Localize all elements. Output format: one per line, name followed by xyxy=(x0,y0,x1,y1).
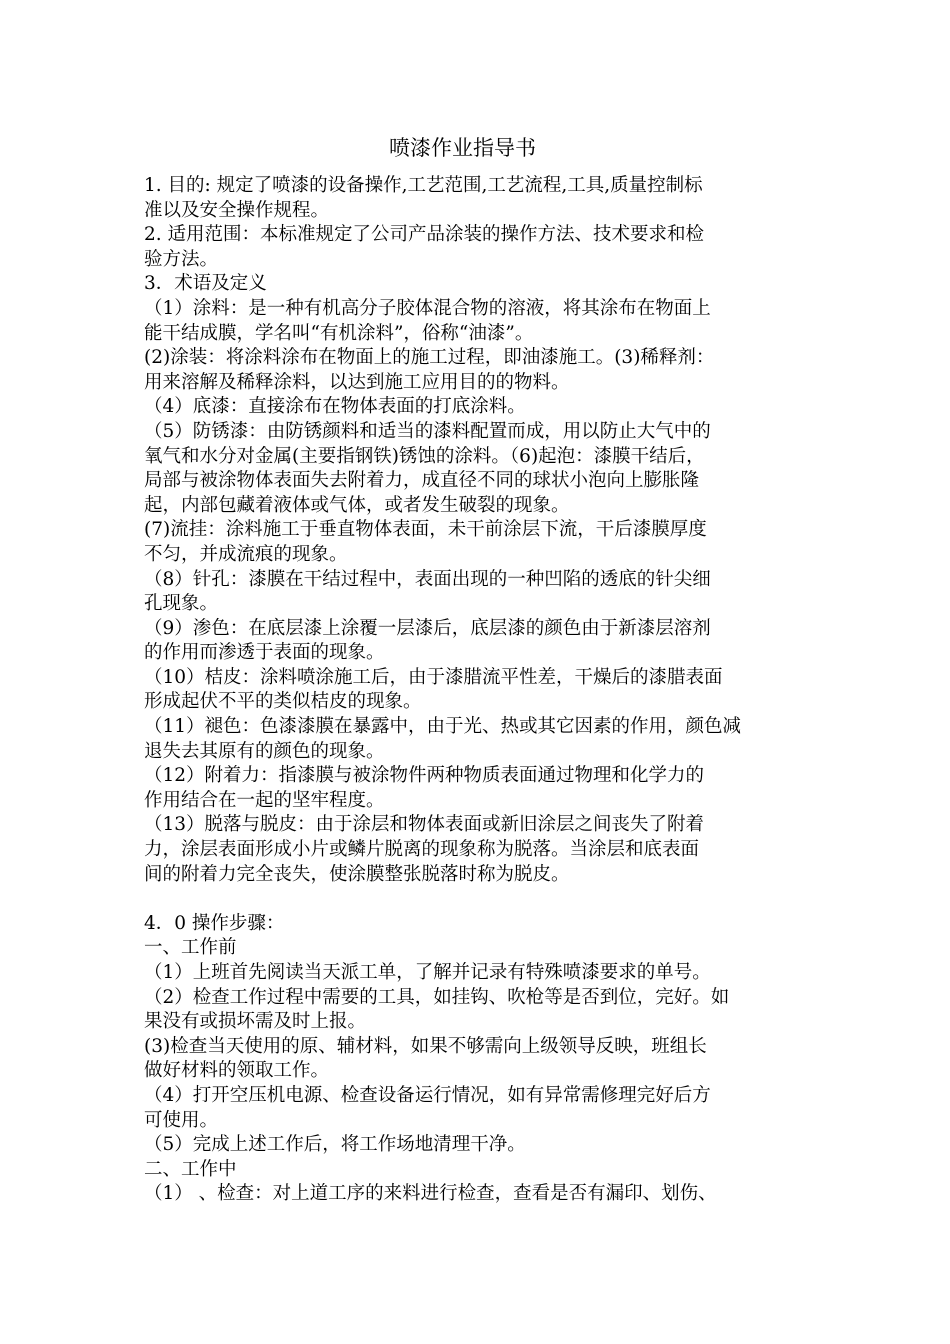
document-title: 喷漆作业指导书 xyxy=(389,136,536,160)
text-line: 的作用而渗透于表面的现象。 xyxy=(144,642,385,664)
text-line: 局部与被涂物体表面失去附着力，成直径不同的球状小泡向上膨胀隆 xyxy=(144,470,700,492)
text-line: 起，内部包藏着液体或气体，或者发生破裂的现象。 xyxy=(144,494,570,516)
blank-line xyxy=(144,887,824,912)
text-line: （1） 、检查：对上道工序的来料进行检查，查看是否有漏印、划伤、 xyxy=(144,1183,717,1205)
text-line: （9）渗色：在底层漆上涂覆一层漆后，底层漆的颜色由于新漆层溶剂 xyxy=(144,617,711,639)
text-line: 作用结合在一起的坚牢程度。 xyxy=(144,789,385,811)
text-line: (7)流挂：涂料施工于垂直物体表面，未干前涂层下流，干后漆膜厚度 xyxy=(144,519,707,541)
text-line: 验方法。 xyxy=(144,248,219,270)
text-line: （11）褪色：色漆漆膜在暴露中，由于光、热或其它因素的作用，颜色减 xyxy=(144,716,742,738)
text-line: 退失去其原有的颜色的现象。 xyxy=(144,740,385,762)
text-line: 4．0 操作步骤： xyxy=(144,912,285,934)
text-line: （5）防锈漆：由防锈颜料和适当的漆料配置而成，用以防止大气中的 xyxy=(144,420,711,442)
text-line: （5）完成上述工作后，将工作场地清理干净。 xyxy=(144,1134,526,1156)
text-line: 孔现象。 xyxy=(144,593,219,615)
text-line: （8）针孔：漆膜在干结过程中，表面出现的一种凹陷的透底的针尖细 xyxy=(144,568,711,590)
text-line: (2)涂装：将涂料涂布在物面上的施工过程，即油漆施工。(3)稀释剂： xyxy=(144,347,715,369)
text-line: 做好材料的领取工作。 xyxy=(144,1060,330,1082)
text-line: 间的附着力完全丧失，使涂膜整张脱落时称为脱皮。 xyxy=(144,863,570,885)
text-line: 能干结成膜，学名叫“有机涂料”，俗称“油漆”。 xyxy=(144,322,534,344)
text-line: 一、工作前 xyxy=(144,937,237,959)
text-line: (3)检查当天使用的原、辅材料，如果不够需向上级领导反映，班组长 xyxy=(144,1035,707,1057)
text-line: 1. 目的: 规定了喷漆的设备操作,工艺范围,工艺流程,工具,质量控制标 xyxy=(144,175,703,196)
text-line: 不匀，并成流痕的现象。 xyxy=(144,543,348,565)
text-line: 果没有或损坏需及时上报。 xyxy=(144,1011,367,1033)
text-line: （12）附着力：指漆膜与被涂物件两种物质表面通过物理和化学力的 xyxy=(144,765,705,787)
text-line: 2. 适用范围：本标准规定了公司产品涂装的操作方法、技术要求和检 xyxy=(144,224,705,246)
text-line: 可使用。 xyxy=(144,1109,219,1131)
text-line: （4）底漆：直接涂布在物体表面的打底涂料。 xyxy=(144,396,526,418)
text-line: 准以及安全操作规程。 xyxy=(144,199,330,221)
text-line: （13）脱落与脱皮：由于涂层和物体表面或新旧涂层之间丧失了附着 xyxy=(144,814,705,836)
text-line: 形成起伏不平的类似桔皮的现象。 xyxy=(144,691,422,713)
text-line: （10）桔皮：涂料喷涂施工后，由于漆腊流平性差，干燥后的漆腊表面 xyxy=(144,666,723,688)
text-line: 氧气和水分对金属(主要指钢铁)锈蚀的涂料。（6)起泡：漆膜干结后， xyxy=(144,445,705,467)
text-line: （1）上班首先阅读当天派工单，了解并记录有特殊喷漆要求的单号。 xyxy=(144,962,711,983)
text-line: 二、工作中 xyxy=(144,1158,237,1180)
text-line: 力，涂层表面形成小片或鳞片脱离的现象称为脱落。当涂层和底表面 xyxy=(144,839,700,861)
text-line: （4）打开空压机电源、检查设备运行情况，如有异常需修理完好后方 xyxy=(144,1084,711,1106)
text-line: （2）检查工作过程中需要的工具，如挂钩、吹枪等是否到位，完好。如 xyxy=(144,986,730,1008)
text-line: 用来溶解及稀释涂料，以达到施工应用目的的物料。 xyxy=(144,371,570,393)
text-line: 3．术语及定义 xyxy=(144,273,267,295)
text-line: （1）涂料：是一种有机高分子胶体混合物的溶液，将其涂布在物面上 xyxy=(144,297,711,319)
document-body xyxy=(144,174,824,1207)
